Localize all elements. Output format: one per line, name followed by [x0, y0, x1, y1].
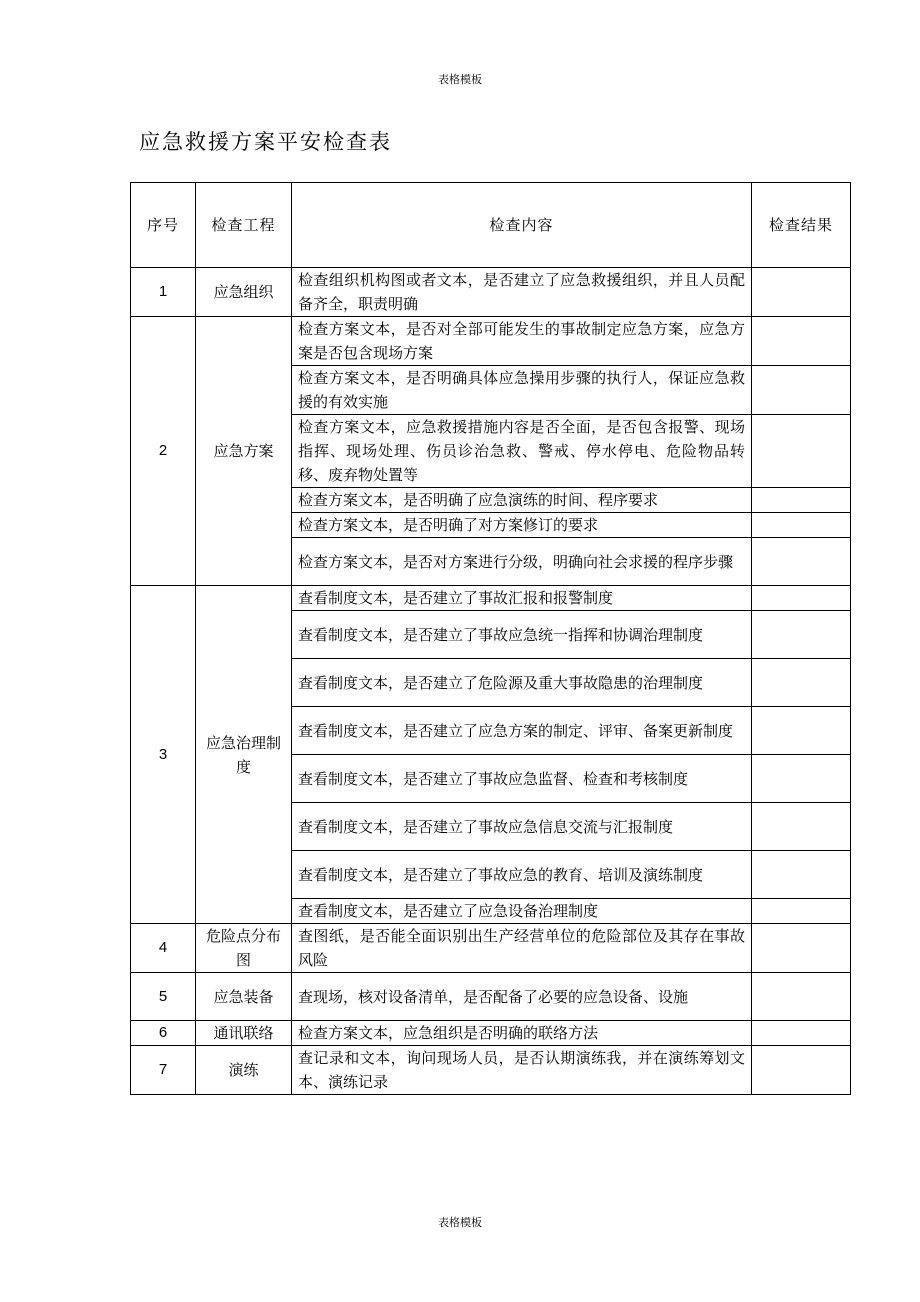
cell-content: 检查组织机构图或者文本，是否建立了应急救援组织，并且人员配备齐全，职责明确 — [292, 268, 752, 317]
table-row — [131, 586, 851, 611]
table-row — [131, 924, 851, 973]
cell-content: 检查方案文本，是否对全部可能发生的事故制定应急方案，应急方案是否包含现场方案 — [292, 317, 752, 366]
page-footer: 表格模板 — [438, 1216, 482, 1229]
header-seq: 序号 — [131, 183, 196, 268]
cell-result[interactable] — [752, 488, 851, 513]
table-row — [131, 1021, 851, 1046]
cell-seq: 7 — [131, 1046, 196, 1095]
cell-project: 通讯联络 — [196, 1021, 292, 1046]
table-row — [131, 268, 851, 317]
cell-result[interactable] — [752, 899, 851, 924]
table-row — [131, 973, 851, 1021]
cell-result[interactable] — [752, 538, 851, 586]
cell-result[interactable] — [752, 611, 851, 659]
cell-content: 查记录和文本，询问现场人员，是否认期演练我，并在演练筹划文本、演练记录 — [292, 1046, 752, 1095]
cell-content: 查看制度文本，是否建立了事故应急监督、检查和考核制度 — [292, 755, 752, 803]
cell-seq: 3 — [131, 586, 196, 924]
cell-result[interactable] — [752, 659, 851, 707]
cell-result[interactable] — [752, 851, 851, 899]
page-header: 表格模板 — [438, 73, 482, 86]
header-result: 检查结果 — [752, 183, 851, 268]
cell-result[interactable] — [752, 366, 851, 415]
cell-content: 查看制度文本，是否建立了事故应急的教育、培训及演练制度 — [292, 851, 752, 899]
cell-content: 检查方案文本，是否明确了应急演练的时间、程序要求 — [292, 488, 752, 513]
cell-result[interactable] — [752, 513, 851, 538]
cell-result[interactable] — [752, 586, 851, 611]
table-row — [131, 317, 851, 366]
cell-content: 检查方案文本，是否明确了对方案修订的要求 — [292, 513, 752, 538]
cell-result[interactable] — [752, 268, 851, 317]
cell-seq: 2 — [131, 317, 196, 586]
document-title: 应急救援方案平安检查表 — [139, 130, 392, 154]
cell-result[interactable] — [752, 1021, 851, 1046]
cell-content: 查看制度文本，是否建立了应急方案的制定、评审、备案更新制度 — [292, 707, 752, 755]
cell-content: 检查方案文本，是否对方案进行分级，明确向社会求援的程序步骤 — [292, 538, 752, 586]
cell-result[interactable] — [752, 924, 851, 973]
cell-seq: 6 — [131, 1021, 196, 1046]
header-project: 检查工程 — [196, 183, 292, 268]
cell-content: 查图纸，是否能全面识别出生产经营单位的危险部位及其存在事故风险 — [292, 924, 752, 973]
cell-seq: 1 — [131, 268, 196, 317]
cell-result[interactable] — [752, 707, 851, 755]
cell-content: 查看制度文本，是否建立了事故汇报和报警制度 — [292, 586, 752, 611]
cell-seq: 4 — [131, 924, 196, 973]
header-content: 检查内容 — [292, 183, 752, 268]
cell-project: 应急治理制度 — [196, 586, 292, 924]
cell-result[interactable] — [752, 755, 851, 803]
cell-project: 演练 — [196, 1046, 292, 1095]
cell-project: 应急组织 — [196, 268, 292, 317]
cell-project: 应急装备 — [196, 973, 292, 1021]
cell-content: 查看制度文本，是否建立了应急设备治理制度 — [292, 899, 752, 924]
table-row — [131, 1046, 851, 1095]
table-header-row — [131, 183, 851, 268]
cell-result[interactable] — [752, 803, 851, 851]
cell-result[interactable] — [752, 415, 851, 488]
cell-result[interactable] — [752, 317, 851, 366]
cell-content: 检查方案文本，应急组织是否明确的联络方法 — [292, 1021, 752, 1046]
cell-result[interactable] — [752, 1046, 851, 1095]
cell-project: 危险点分布图 — [196, 924, 292, 973]
cell-result[interactable] — [752, 973, 851, 1021]
inspection-table — [130, 182, 851, 1095]
cell-content: 查看制度文本，是否建立了危险源及重大事故隐患的治理制度 — [292, 659, 752, 707]
cell-content: 检查方案文本，是否明确具体应急操用步骤的执行人，保证应急救援的有效实施 — [292, 366, 752, 415]
cell-seq: 5 — [131, 973, 196, 1021]
cell-content: 查现场，核对设备清单，是否配备了必要的应急设备、设施 — [292, 973, 752, 1021]
cell-content: 检查方案文本，应急救援措施内容是否全面，是否包含报警、现场指挥、现场处理、伤员诊治急救、警戒、停水停电、危险物品转移、废弃物处置等 — [292, 415, 752, 488]
cell-content: 查看制度文本，是否建立了事故应急信息交流与汇报制度 — [292, 803, 752, 851]
cell-content: 查看制度文本，是否建立了事故应急统一指挥和协调治理制度 — [292, 611, 752, 659]
cell-project: 应急方案 — [196, 317, 292, 586]
